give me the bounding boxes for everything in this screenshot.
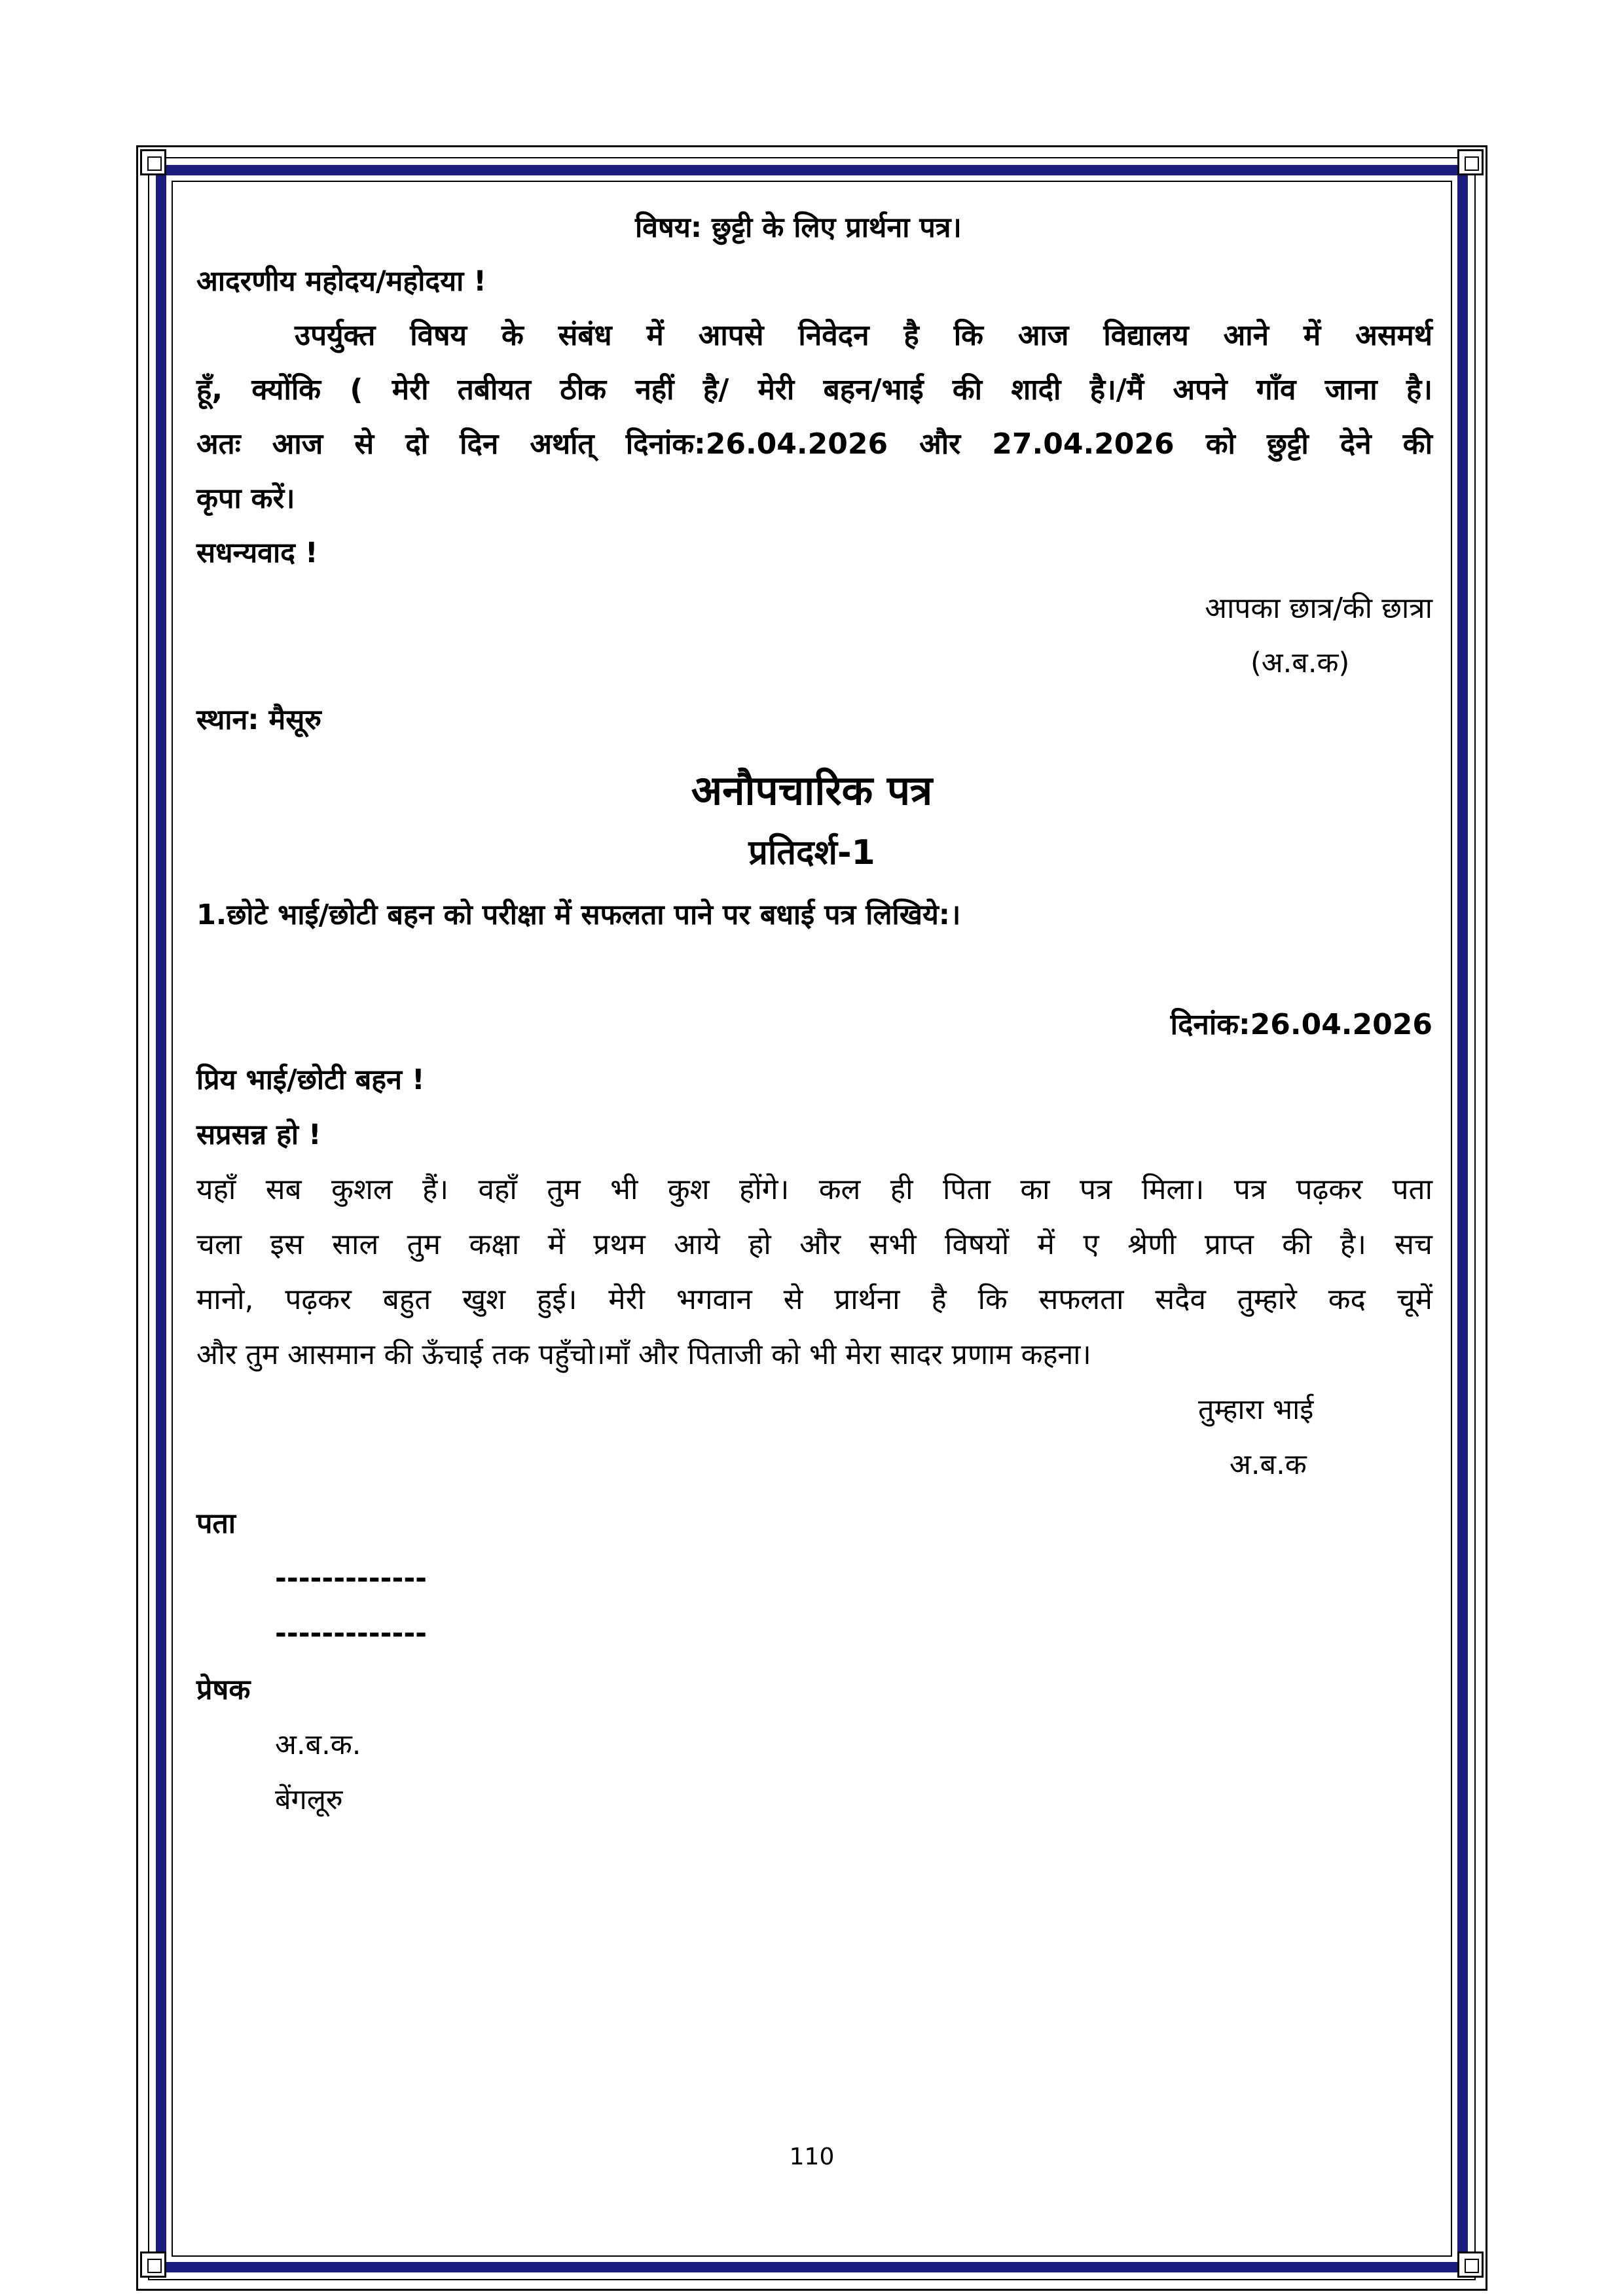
- sender-line-2: बेंगलूरु: [275, 1784, 343, 1816]
- formal-subject: विषय: छुट्टी के लिए प्रार्थना पत्र।: [635, 211, 962, 244]
- formal-body-line-2: हूँ, क्योंकि ( मेरी तबीयत ठीक नहीं है/ मेरी बहन/भाई की शादी है।/मैं अपने गाँव जाना है।: [196, 373, 1432, 406]
- informal-greeting: सप्रसन्न हो !: [196, 1119, 321, 1151]
- informal-date: दिनांक:26.04.2026: [1170, 1008, 1432, 1041]
- border-corner-bottom-right: [1457, 2251, 1484, 2278]
- formal-body-line-1: उपर्युक्त विषय के संबंध में आपसे निवेदन है कि आज विद्यालय आने में असमर्थ: [295, 319, 1432, 352]
- border-corner-top-left: [140, 149, 166, 175]
- informal-body-line-1: यहाँ सब कुशल हैं। वहाँ तुम भी कुश होंगे। कल ही पिता का पत्र मिला। पत्र पढ़कर पता: [196, 1173, 1432, 1206]
- formal-place: स्थान: मैसूरु: [196, 704, 322, 736]
- informal-body-line-4: और तुम आसमान की ऊँचाई तक पहुँचो।माँ और पिताजी को भी मेरा सादर प्रणाम कहना।: [196, 1338, 1091, 1371]
- address-line-1: -------------: [275, 1562, 428, 1595]
- section-question: 1.छोटे भाई/छोटी बहन को परीक्षा में सफलता पाने पर बधाई पत्र लिखिये:।: [196, 899, 961, 931]
- formal-body-line-3: अतः आज से दो दिन अर्थात् दिनांक:26.04.2026 और 27.04.2026 को छुट्टी देने की: [196, 427, 1432, 461]
- page-border-inner: [172, 181, 1452, 2257]
- section-title: अनौपचारिक पत्र: [691, 766, 933, 814]
- section-sample-number: प्रतिदर्श-1: [748, 833, 875, 872]
- informal-closing: तुम्हारा भाई: [1198, 1393, 1314, 1426]
- formal-thanks: सधन्यवाद !: [196, 537, 318, 569]
- informal-body-line-2: चला इस साल तुम कक्षा में प्रथम आये हो और सभी विषयों में ए श्रेणी प्राप्त की है। सच: [196, 1228, 1432, 1261]
- informal-salutation: प्रिय भाई/छोटी बहन !: [196, 1064, 425, 1096]
- address-line-2: -------------: [275, 1617, 428, 1650]
- formal-signature: (अ.ब.क): [1250, 647, 1350, 679]
- page-number: 110: [789, 2144, 835, 2170]
- informal-body-line-3: मानो, पढ़कर बहुत खुश हुई। मेरी भगवान से प्रार्थना है कि सफलता सदैव तुम्हारे कद चूमें: [196, 1283, 1432, 1316]
- formal-salutation: आदरणीय महोदय/महोदया !: [196, 265, 486, 298]
- formal-closing: आपका छात्र/की छात्रा: [1205, 592, 1432, 625]
- border-corner-top-right: [1457, 149, 1484, 175]
- informal-signature: अ.ब.क: [1230, 1448, 1307, 1481]
- sender-line-1: अ.ब.क.: [275, 1729, 361, 1761]
- address-label: पता: [196, 1507, 236, 1540]
- border-corner-bottom-left: [140, 2251, 166, 2278]
- formal-body-line-4: कृपा करें।: [196, 482, 295, 515]
- sender-label: प्रेषक: [196, 1674, 251, 1706]
